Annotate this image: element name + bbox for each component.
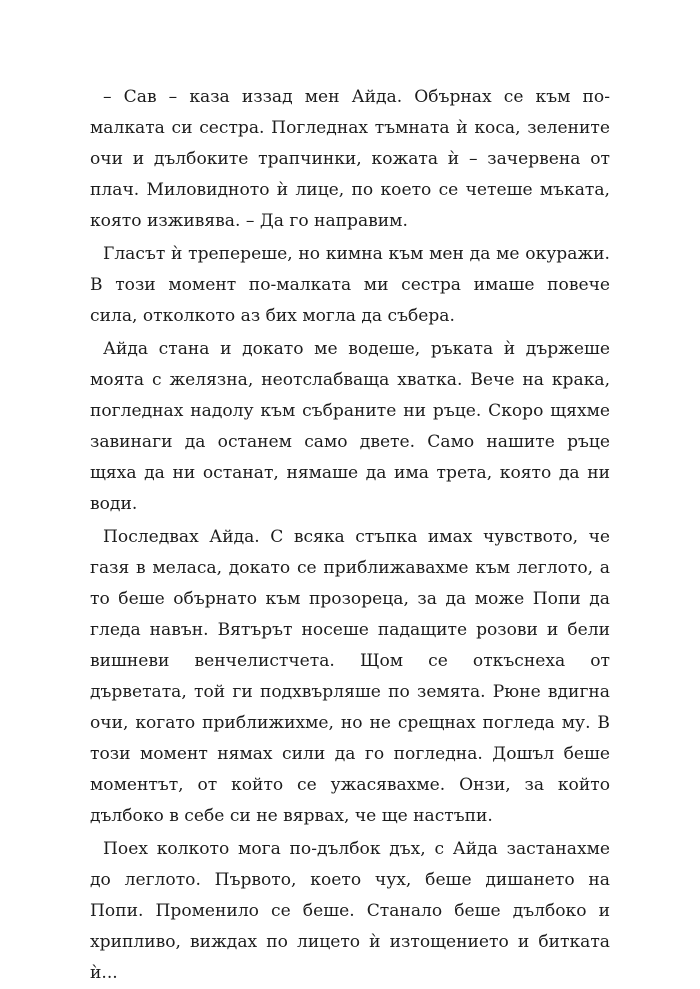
paragraph-3: Айда стана и докато ме водеше, ръката ѝ държеше моята с желязна, неотслабваща хватка. Вече на крака, погледнах надолу към събраните ни ръце. Скоро щяхме завинаги да останем само двете. Само нашите ръце щяха да ни останат, нямаше да има трета, която да ни води. <box>90 339 610 514</box>
paragraph-1: – Сав – каза иззад мен Айда. Обърнах се към по-малката си сестра. Погледнах тъмната ѝ коса, зелените очи и дълбоките трапчинки, кожата ѝ – зачервена от плач. Миловидното ѝ лице, по което се четеше мъката, която изживява. – Да го направим. <box>90 87 610 231</box>
paragraph-4: Последвах Айда. С всяка стъпка имах чувството, че газя в меласа, докато се приближавахме към леглото, а то беше обърнато към прозореца, за да може Попи да гледа навън. Вятърът носеше падащите розови и бели вишневи венчелистчета. Щом се откъснеха от дърветата, той ги подхвърляше по земята. Рюне вдигна очи, когато приближихме, но не срещнах погледа му. В този момент нямах сили да го погледна. Дошъл беше моментът, от който се ужасявахме. Онзи, за който дълбоко в себе си не вярвах, че ще настъпи. <box>90 527 610 826</box>
paragraph-5: Поех колкото мога по-дълбок дъх, с Айда застанахме до леглото. Първото, което чух, беше дишането на Попи. Променило се беше. Станало беше дълбоко и хрипливо, виждах по лицето ѝ изтощението и битката ѝ... <box>90 839 610 983</box>
paragraph-2: Гласът ѝ трепереше, но кимна към мен да ме окуражи. В този момент по-малката ми сестра имаше повече сила, отколкото аз бих могла да събера. <box>90 244 610 326</box>
page-text <box>90 82 610 989</box>
